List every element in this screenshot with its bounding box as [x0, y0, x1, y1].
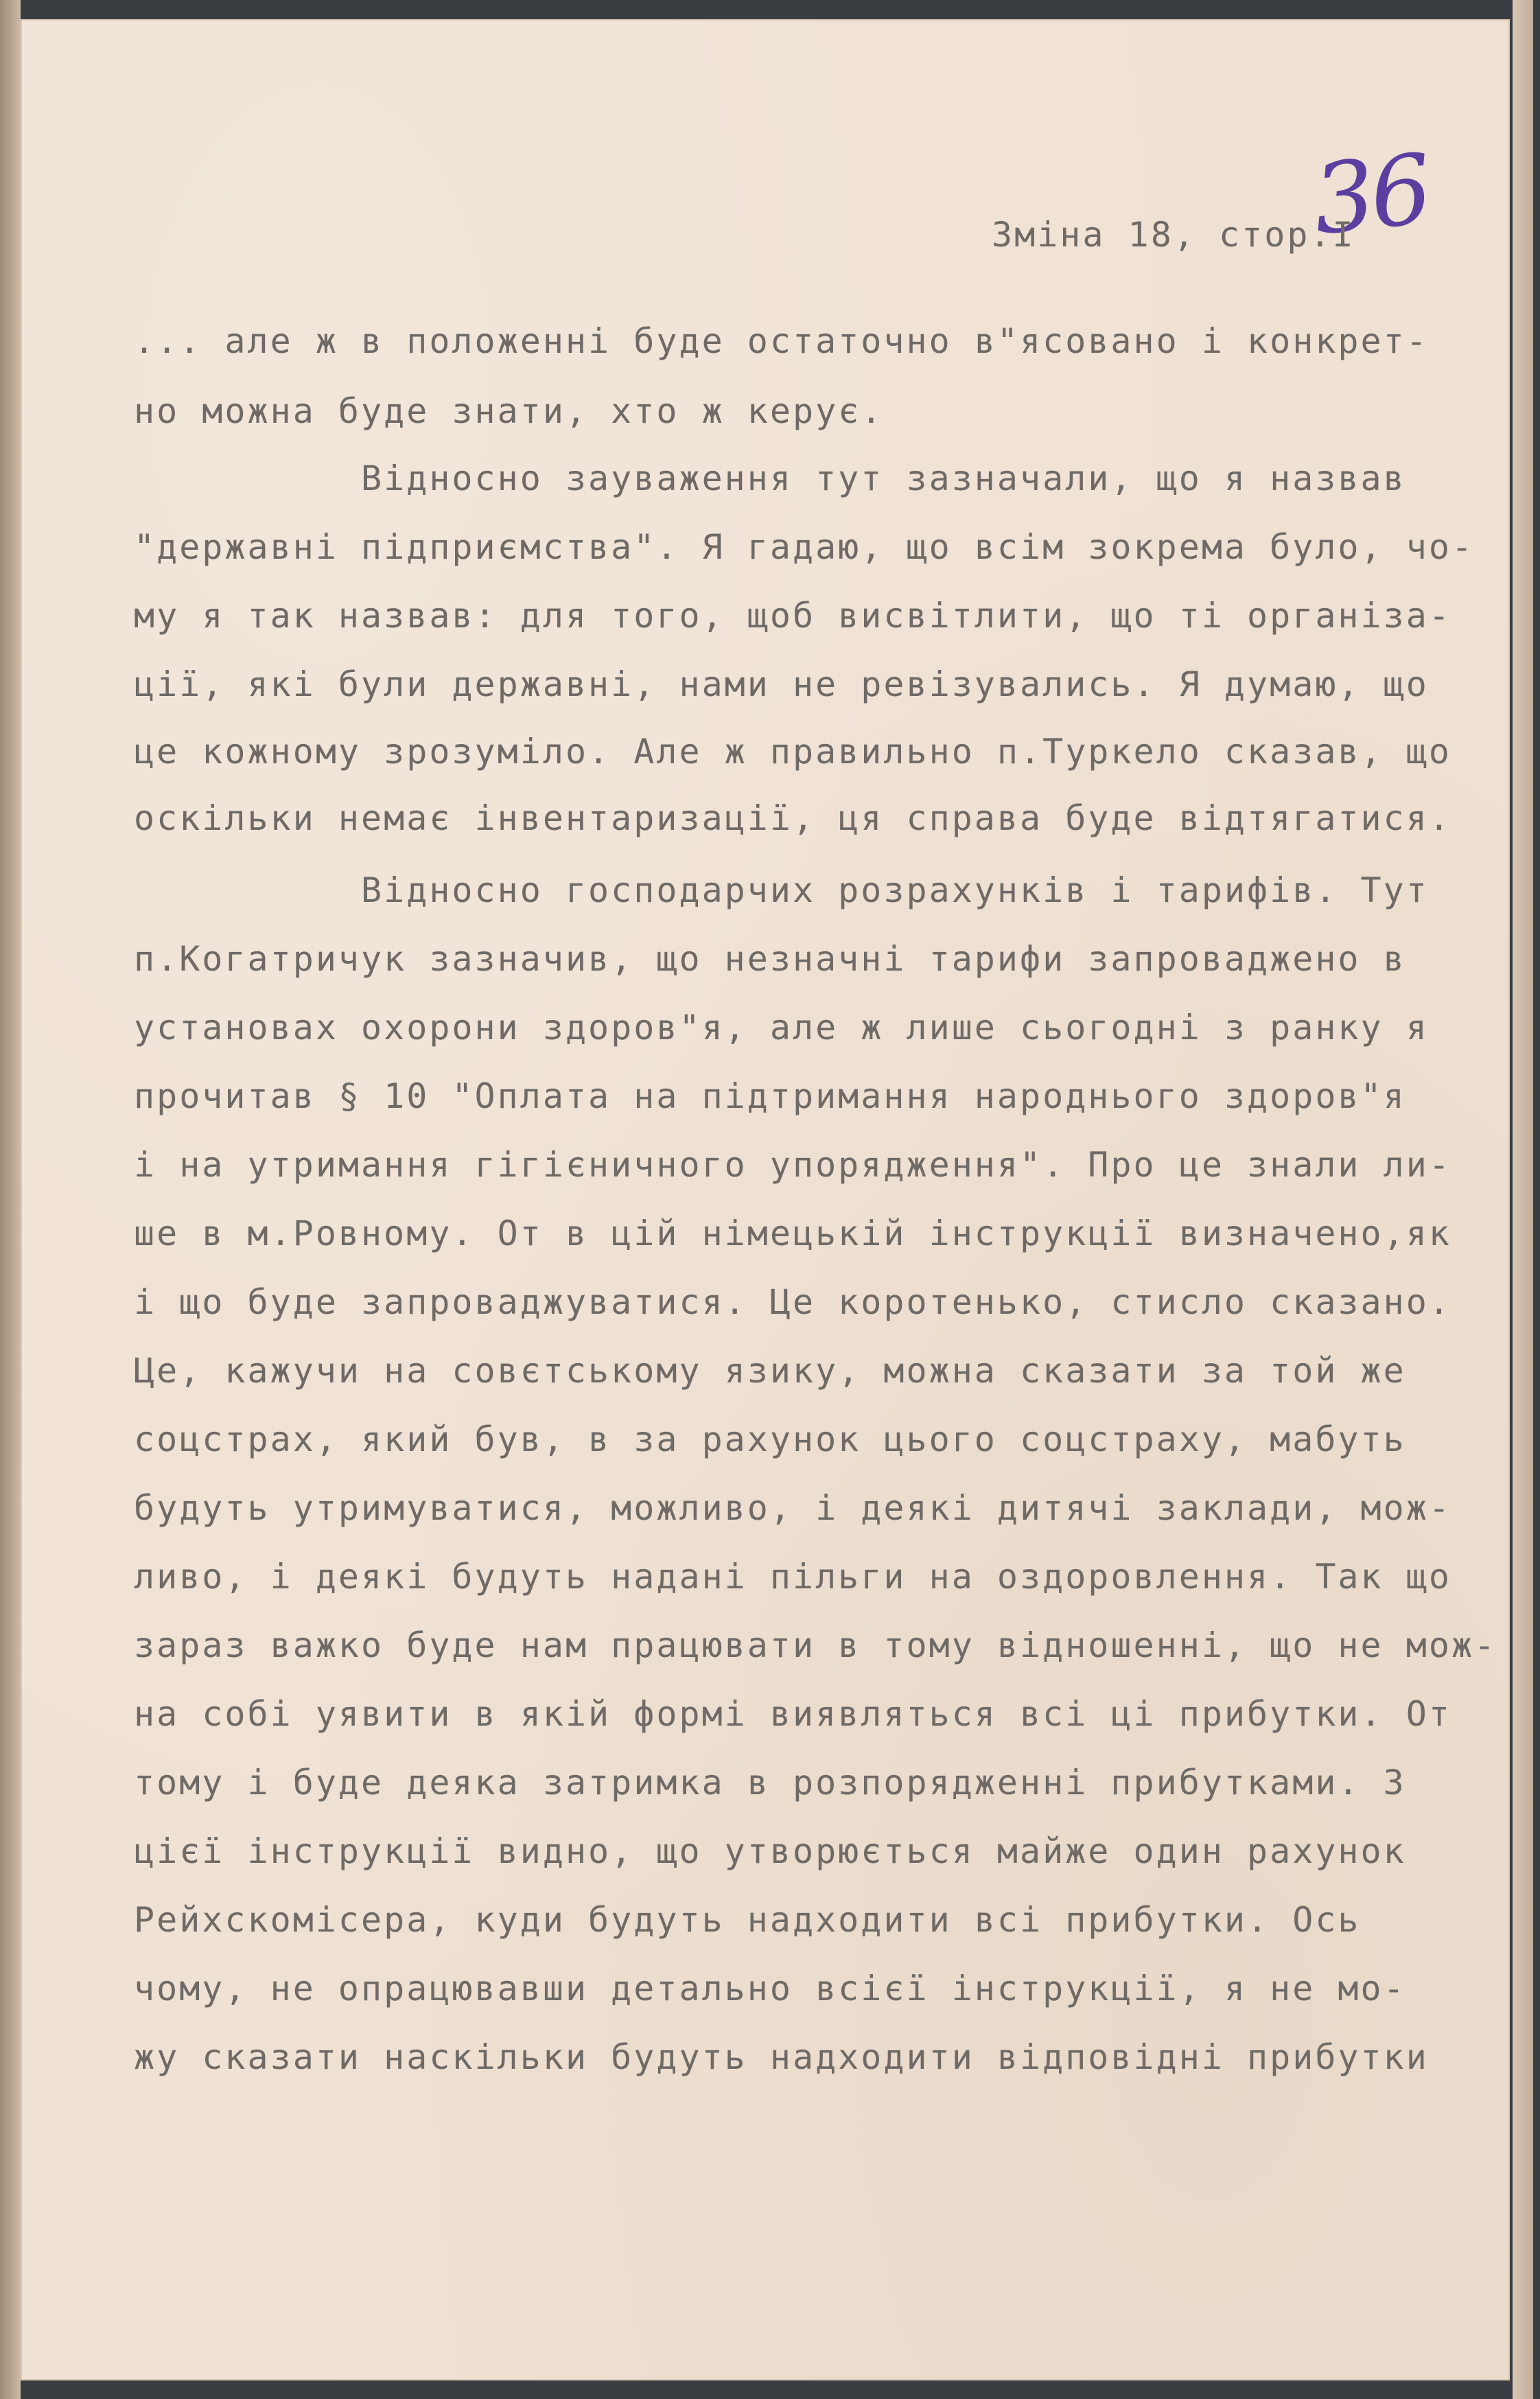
text-line: "державні підприємства". Я гадаю, що всім зокрема було, чо- [134, 527, 1475, 567]
text-line: цієї інструкції видно, що утворюється майже один рахунок [134, 1831, 1406, 1871]
page-header: Зміна 18, стор.І [992, 215, 1355, 255]
document-page [21, 19, 1510, 2380]
text-line: тому і буде деяка затримка в розпорядженні прибутками. З [134, 1763, 1406, 1803]
text-line: прочитав § 10 "Оплата на підтримання народнього здоров"я [134, 1076, 1406, 1116]
text-line: ше в м.Ровному. От в цій німецькій інструкції визначено,як [134, 1214, 1451, 1253]
text-line: Рейхскомісера, куди будуть надходити всі прибутки. Ось [134, 1900, 1361, 1940]
text-line: будуть утримуватися, можливо, і деякі дитячі заклади, мож- [134, 1488, 1451, 1528]
text-line: п.Когатричук зазначив, що незначні тарифи запроваджено в [134, 939, 1406, 979]
text-line: зараз важко буде нам працювати в тому відношенні, що не мож- [134, 1625, 1497, 1665]
text-line: оскільки немає інвентаризації, ця справа буде відтягатися. [134, 798, 1451, 838]
text-line: це кожному зрозуміло. Але ж правильно п.Туркело сказав, що [134, 732, 1451, 772]
text-line: і що буде запроваджуватися. Це коротенько, стисло сказано. [134, 1282, 1451, 1322]
right-page-edge [1513, 0, 1533, 2399]
text-line: Відносно господарчих розрахунків і тарифів. Тут [134, 870, 1429, 910]
text-line: на собі уявити в якій формі виявляться всі ці прибутки. От [134, 1694, 1451, 1734]
text-line: установах охорони здоров"я, але ж лише сьогодні з ранку я [134, 1008, 1429, 1047]
text-line: но можна буде знати, хто ж керує. [134, 391, 884, 431]
text-line: ції, які були державні, нами не ревізувались. Я думаю, що [134, 664, 1429, 704]
text-line: соцстрах, який був, в за рахунок цього соцстраху, мабуть [134, 1419, 1406, 1459]
text-line: ливо, і деякі будуть надані пільги на оздоровлення. Так що [134, 1557, 1451, 1597]
text-line: Відносно зауваження тут зазначали, що я назвав [134, 459, 1406, 498]
folio-number: 36 [1307, 133, 1434, 257]
text-line: жу сказати наскільки будуть надходити відповідні прибутки [134, 2037, 1429, 2077]
left-page-edge [0, 0, 21, 2399]
text-line: Це, кажучи на совєтському язику, можна сказати за той же [134, 1351, 1406, 1391]
text-line: і на утримання гігієничного упорядження". Про це знали ли- [134, 1145, 1451, 1185]
text-line: ... але ж в положенні буде остаточно в"ясовано і конкрет- [134, 321, 1429, 361]
text-line: му я так назвав: для того, щоб висвітлити, що ті організа- [134, 596, 1451, 636]
text-line: чому, не опрацювавши детально всієї інструкції, я не мо- [134, 1969, 1406, 2008]
